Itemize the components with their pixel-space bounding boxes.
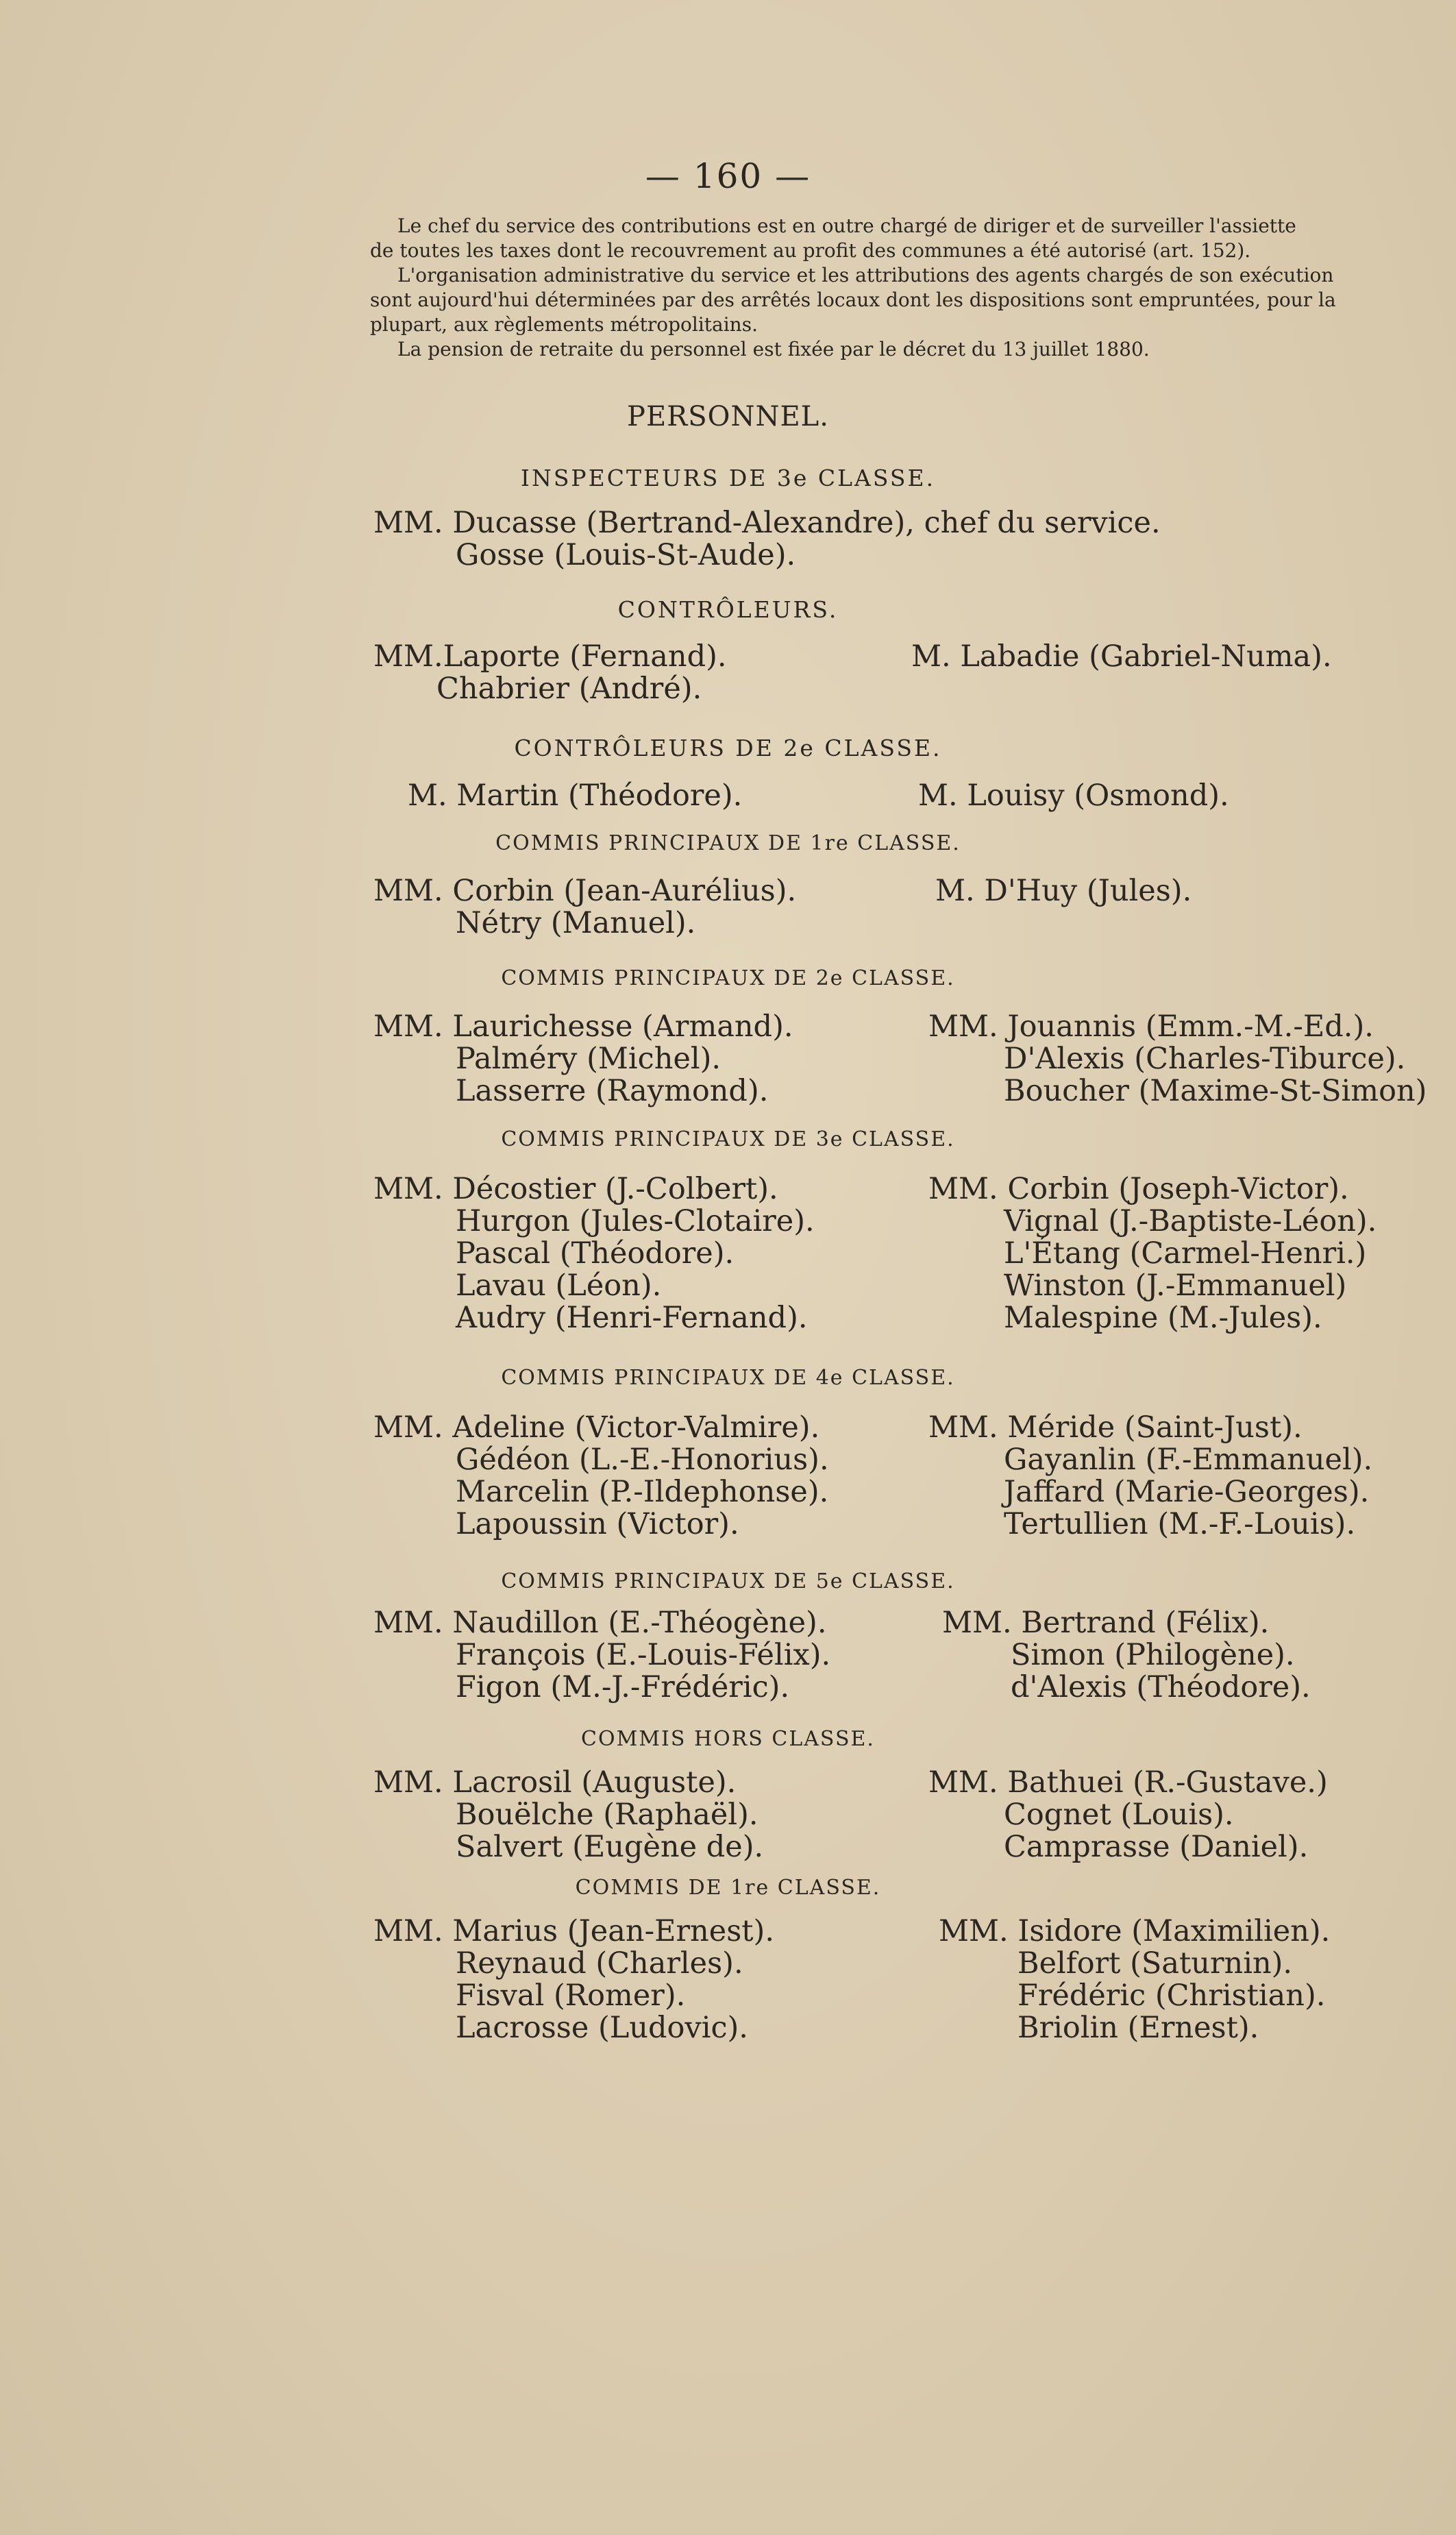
section-heading-commis-1: COMMIS DE 1re CLASSE. <box>575 1876 881 1900</box>
list-item: MM. Corbin (Joseph-Victor). <box>928 1172 1349 1206</box>
intro-line: plupart, aux règlements métropolitains. <box>370 313 758 336</box>
hors-right <box>928 1767 1328 1863</box>
list-item: MM. Isidore (Maximilien). <box>939 1914 1331 1948</box>
list-item: MM. Marius (Jean-Ernest). <box>373 1914 774 1948</box>
list-item: d'Alexis (Théodore). <box>1011 1670 1311 1704</box>
list-item: Palméry (Michel). <box>456 1042 721 1076</box>
list-item: Hurgon (Jules-Clotaire). <box>456 1204 815 1238</box>
section-heading-cp3: COMMIS PRINCIPAUX DE 3e CLASSE. <box>501 1127 955 1151</box>
controleurs2-right <box>918 780 1229 812</box>
list-item: Marcelin (P.-Ildephonse). <box>456 1475 829 1509</box>
list-item: L'Étang (Carmel-Henri.) <box>1004 1236 1367 1271</box>
cp5-left <box>373 1607 830 1704</box>
section-title: PERSONNEL. <box>627 401 829 432</box>
section-heading-cp5: COMMIS PRINCIPAUX DE 5e CLASSE. <box>501 1569 955 1593</box>
list-item: MM. Bathuei (R.-Gustave.) <box>928 1765 1328 1800</box>
controleurs-right <box>911 641 1332 673</box>
section-heading-hors-classe: COMMIS HORS CLASSE. <box>581 1727 875 1751</box>
cp1-right <box>935 875 1192 907</box>
list-item: MM. Méride (Saint-Just). <box>928 1410 1303 1445</box>
list-item: Nétry (Manuel). <box>456 906 696 940</box>
list-item: Tertullien (M.-F.-Louis). <box>1004 1507 1356 1541</box>
intro-line: La pension de retraite du personnel est fixée par le décret du 13 juillet 1880. <box>397 338 1150 360</box>
intro-text <box>370 214 1405 362</box>
list-item: Lasserre (Raymond). <box>456 1074 769 1108</box>
list-item: Salvert (Eugène de). <box>456 1830 764 1864</box>
cp2-left <box>373 1011 793 1107</box>
c1-left <box>373 1915 774 2044</box>
list-item: Bouëlche (Raphaël). <box>456 1798 758 1832</box>
list-item: Lavau (Léon). <box>456 1269 662 1303</box>
section-heading-cp4: COMMIS PRINCIPAUX DE 4e CLASSE. <box>501 1366 955 1390</box>
list-item: Audry (Henri-Fernand). <box>456 1301 808 1335</box>
list-item: Jaffard (Marie-Georges). <box>1004 1475 1370 1509</box>
list-item: Gédéon (L.-E.-Honorius). <box>456 1443 829 1477</box>
list-item: MM. Ducasse (Bertrand-Alexandre), chef du service. <box>373 506 1161 540</box>
list-item: Chabrier (André). <box>436 672 702 706</box>
list-item: M. Labadie (Gabriel-Numa). <box>911 639 1332 674</box>
cp5-right <box>942 1607 1311 1704</box>
section-heading-controleurs: CONTRÔLEURS. <box>617 596 839 623</box>
list-item: M. D'Huy (Jules). <box>935 874 1192 908</box>
list-item: MM. Laurichesse (Armand). <box>373 1009 793 1044</box>
intro-line: sont aujourd'hui déterminées par des arrêtés locaux dont les dispositions sont empruntées, pour la <box>370 289 1336 311</box>
c1-right <box>939 1915 1330 2044</box>
cp3-left <box>373 1173 815 1334</box>
list-item: Lapoussin (Victor). <box>456 1507 739 1541</box>
list-item: Reynaud (Charles). <box>456 1946 743 1981</box>
hors-left <box>373 1767 763 1863</box>
list-item: MM. Bertrand (Félix). <box>942 1606 1270 1640</box>
controleurs-left <box>373 641 727 705</box>
list-item: Simon (Philogène). <box>1011 1638 1295 1672</box>
section-heading-inspecteurs: INSPECTEURS DE 3e CLASSE. <box>520 465 936 491</box>
controleurs2-left <box>408 780 742 812</box>
list-item: François (E.-Louis-Félix). <box>456 1638 831 1672</box>
list-item: MM. Naudillon (E.-Théogène). <box>373 1606 827 1640</box>
list-item: M. Louisy (Osmond). <box>918 779 1229 813</box>
list-item: Vignal (J.-Baptiste-Léon). <box>1004 1204 1377 1238</box>
section-heading-cp1: COMMIS PRINCIPAUX DE 1re CLASSE. <box>495 831 961 855</box>
list-item: D'Alexis (Charles-Tiburce). <box>1004 1042 1406 1076</box>
list-item: Belfort (Saturnin). <box>1017 1946 1293 1981</box>
intro-line: de toutes les taxes dont le recouvrement au profit des communes a été autorisé (art. 152). <box>370 239 1251 262</box>
list-item: MM.Laporte (Fernand). <box>373 639 727 674</box>
list-item: MM. Décostier (J.-Colbert). <box>373 1172 778 1206</box>
list-item: Malespine (M.-Jules). <box>1004 1301 1322 1335</box>
section-heading-controleurs-2: CONTRÔLEURS DE 2e CLASSE. <box>514 735 942 761</box>
list-item: MM. Adeline (Victor-Valmire). <box>373 1410 820 1445</box>
list-item: Lacrosse (Ludovic). <box>456 2011 748 2045</box>
list-item: Frédéric (Christian). <box>1017 1979 1326 2013</box>
list-item: Figon (M.-J.-Frédéric). <box>456 1670 790 1704</box>
list-item: Briolin (Ernest). <box>1017 2011 1259 2045</box>
list-item: Boucher (Maxime-St-Simon) <box>1004 1074 1427 1108</box>
list-item: Pascal (Théodore). <box>456 1236 735 1271</box>
cp2-right <box>928 1011 1427 1107</box>
list-item: M. Martin (Théodore). <box>408 779 743 813</box>
list-item: MM. Lacrosil (Auguste). <box>373 1765 737 1800</box>
list-item: Winston (J.-Emmanuel) <box>1004 1269 1347 1303</box>
list-item: Gayanlin (F.-Emmanuel). <box>1004 1443 1373 1477</box>
cp1-left <box>373 875 796 940</box>
list-item: Gosse (Louis-St-Aude). <box>456 538 796 572</box>
list-item: Cognet (Louis). <box>1004 1798 1234 1832</box>
list-item: Camprasse (Daniel). <box>1004 1830 1309 1864</box>
list-item: MM. Corbin (Jean-Aurélius). <box>373 874 797 908</box>
cp3-right <box>928 1173 1377 1334</box>
intro-line: Le chef du service des contributions est en outre chargé de diriger et de surveiller l'assiette <box>397 215 1296 237</box>
inspecteurs-list <box>373 507 1161 572</box>
list-item: Fisval (Romer). <box>456 1979 686 2013</box>
cp4-right <box>928 1412 1372 1541</box>
section-heading-cp2: COMMIS PRINCIPAUX DE 2e CLASSE. <box>501 966 955 990</box>
list-item: MM. Jouannis (Emm.-M.-Ed.). <box>928 1009 1374 1044</box>
page-number: — 160 — <box>645 156 811 196</box>
cp4-left <box>373 1412 829 1541</box>
intro-line: L'organisation administrative du service et les attributions des agents chargés de son exécution <box>397 264 1334 286</box>
